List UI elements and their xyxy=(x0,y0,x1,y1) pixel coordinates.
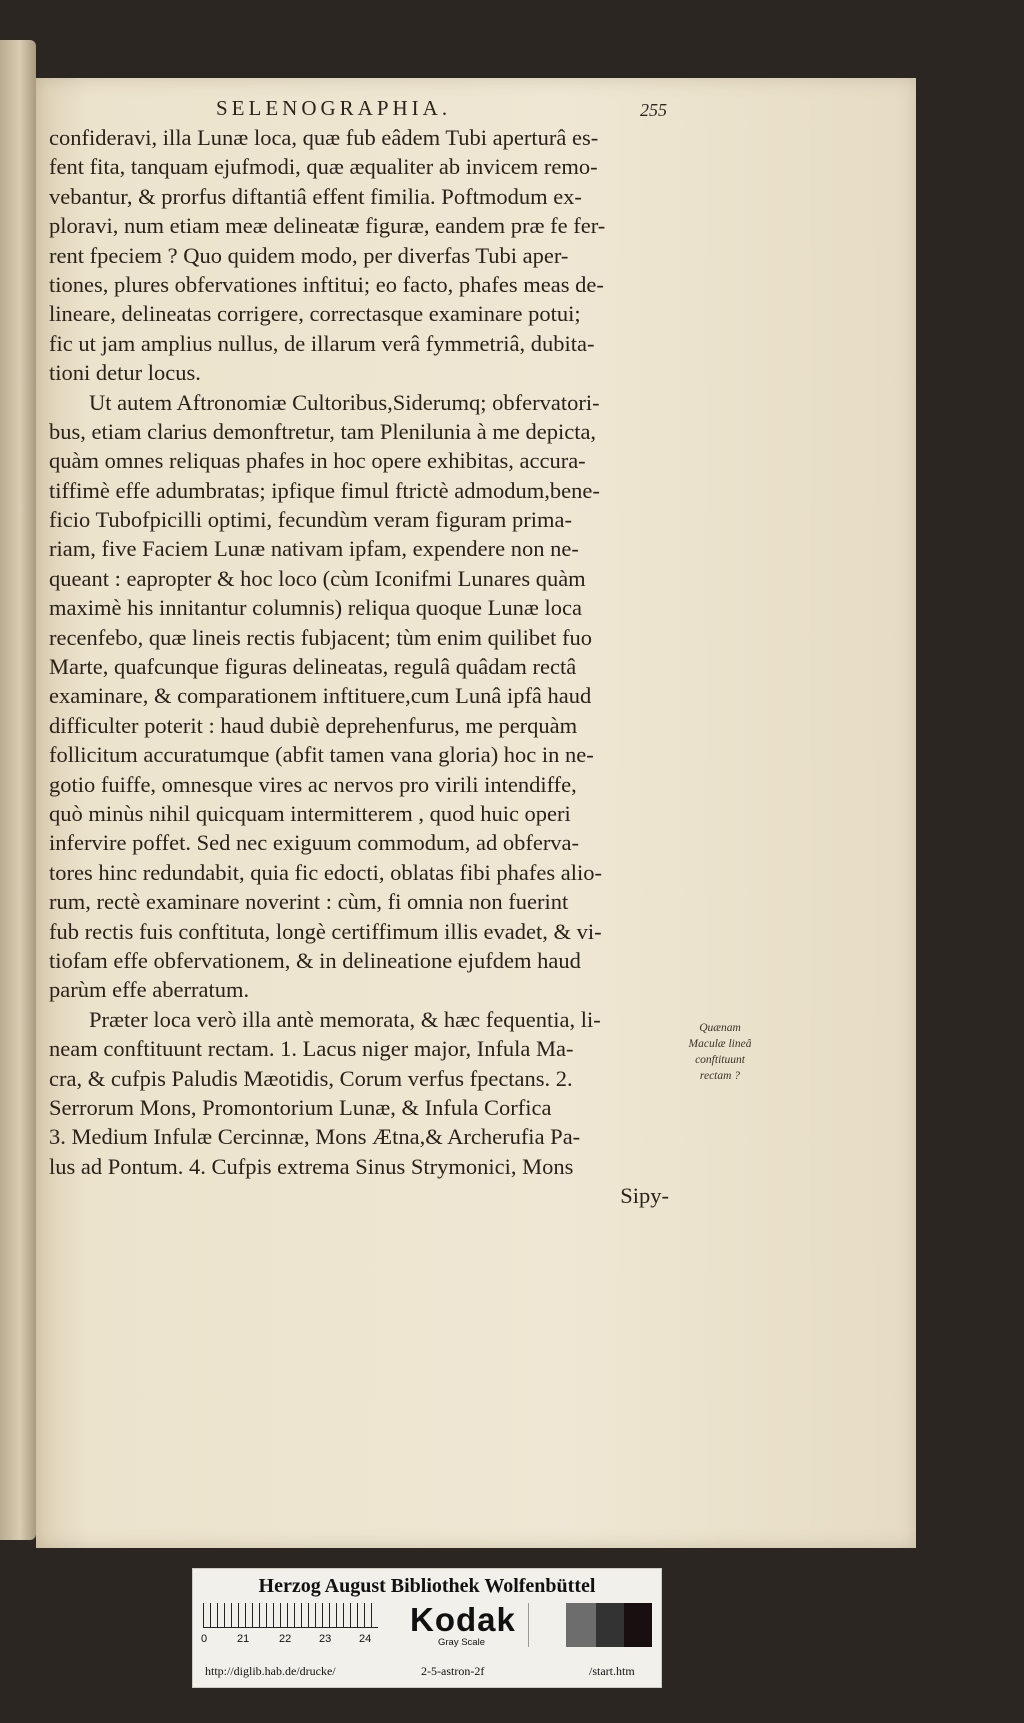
marginal-note-line: Maculæ lineâ xyxy=(688,1038,752,1050)
ruler-number: 21 xyxy=(237,1633,250,1645)
text-line: fic ut jam amplius nullus, de illarum verâ fymmetriâ, dubita- xyxy=(49,330,595,356)
previous-page-edge xyxy=(0,40,36,1540)
text-line: vebantur, & prorfus diftantiâ effent fimilia. Poftmodum ex- xyxy=(49,183,582,209)
text-line: quàm omnes reliquas phafes in hoc opere exhibitas, accura- xyxy=(49,448,586,474)
text-line: rum, rectè examinare noverint : cùm, fi omnia non fuerint xyxy=(49,889,569,915)
text-line: ploravi, num etiam meæ delineatæ figuræ, eandem præ fe fer- xyxy=(49,213,606,239)
text-line: fent fita, tanquam ejufmodi, quæ æqualiter ab invicem remo- xyxy=(49,154,598,180)
marginal-note-line: conftituunt xyxy=(695,1054,745,1066)
gray-scale-label: Gray Scale xyxy=(438,1637,485,1648)
text-line: Præter loca verò illa antè memorata, & hæc fequentia, li- xyxy=(89,1006,601,1032)
ruler-number: 23 xyxy=(319,1633,332,1645)
dark-gray-swatch xyxy=(596,1603,624,1647)
url-mid: 2-5-astron-2f xyxy=(421,1664,485,1678)
ruler-number: 0 xyxy=(201,1633,208,1645)
library-name: Herzog August Bibliothek Wolfenbüttel xyxy=(258,1575,596,1597)
text-line: tiones, plures obfervationes inftitui; eo facto, phafes meas de- xyxy=(49,271,604,297)
catchword: Sipy- xyxy=(620,1183,669,1209)
text-line: Marte, quafcunque figuras delineatas, regulâ quâdam rectâ xyxy=(49,654,577,680)
text-line: tores hinc redundabit, quia fic edocti, oblatas fibi phafes alio- xyxy=(49,859,602,885)
text-line: confideravi, illa Lunæ loca, quæ fub eâdem Tubi aperturâ es- xyxy=(49,125,599,150)
text-line: ficio Tubofpicilli optimi, fecundùm veram figuram prima- xyxy=(49,507,573,533)
text-line: tiofam effe obfervationem, & in delineatione ejufdem haud xyxy=(49,947,581,973)
text-line: examinare, & comparationem inftituere,cum Lunâ ipfâ haud xyxy=(49,683,592,709)
text-line: tiffimè effe adumbratas; ipfique fimul ftrictè admodum,bene- xyxy=(49,477,600,503)
text-line: infervire poffet. Sed nec exiguum commodum, ad obferva- xyxy=(49,830,580,856)
text-line: maximè his innitantur columnis) reliqua quoque Lunæ loca xyxy=(49,595,583,621)
url-right: /start.htm xyxy=(589,1664,635,1678)
text-line: 3. Medium Infulæ Cercinnæ, Mons Ætna,& Archerufia Pa- xyxy=(49,1124,581,1150)
marginal-note-line: rectam ? xyxy=(699,1070,741,1082)
divider xyxy=(528,1603,529,1647)
text-line: lineare, delineatas corrigere, correctasque examinare potui; xyxy=(49,301,581,327)
marginal-note xyxy=(660,1020,780,1084)
text-line: rent fpeciem ? Quo quidem modo, per diverfas Tubi aper- xyxy=(49,242,569,268)
text-line: parùm effe aberratum. xyxy=(49,977,250,1003)
marginal-note-line: Quænam xyxy=(699,1022,741,1034)
text-line: difficulter poterit : haud dubiè deprehenfurus, me perquàm xyxy=(49,712,578,738)
url-left: http://diglib.hab.de/drucke/ xyxy=(205,1664,336,1678)
ruler-number: 24 xyxy=(359,1633,372,1645)
gray-swatch xyxy=(566,1603,596,1647)
ruler-scale xyxy=(203,1603,378,1628)
text-line: follicitum accuratumque (abfit tamen vana gloria) hoc in ne- xyxy=(49,742,594,768)
kodak-logo: Kodak xyxy=(410,1601,516,1638)
text-line: queant : eapropter & hoc loco (cùm Iconifmi Lunares quàm xyxy=(49,565,586,591)
text-line: fub rectis fuis conftituta, longè certiffimum illis evadet, & vi- xyxy=(49,918,602,944)
text-line: Serrorum Mons, Promontorium Lunæ, & Infula Corfica xyxy=(49,1094,552,1120)
body-text xyxy=(49,123,669,1210)
color-calibration-target xyxy=(192,1568,662,1688)
black-swatch xyxy=(624,1603,652,1647)
text-line: bus, etiam clarius demonftretur, tam Plenilunia à me depicta, xyxy=(49,418,597,444)
text-line: Ut autem Aftronomiæ Cultoribus,Siderumq; obfervatori- xyxy=(89,389,600,415)
ruler-number: 22 xyxy=(279,1633,292,1645)
running-head: SELENOGRAPHIA. xyxy=(216,96,452,120)
page-number: 255 xyxy=(640,100,667,120)
text-line: neam conftituunt rectam. 1. Lacus niger major, Infula Ma- xyxy=(49,1036,574,1062)
text-line: lus ad Pontum. 4. Cufpis extrema Sinus Strymonici, Mons xyxy=(49,1153,574,1179)
text-line: gotio fuiffe, omnesque vires ac nervos pro virili intendiffe, xyxy=(49,771,577,797)
text-line: tioni detur locus. xyxy=(49,360,201,386)
text-line: quò minùs nihil quicquam intermitterem , quod huic operi xyxy=(49,800,571,826)
text-line: recenfebo, quæ lineis rectis fubjacent; tùm enim quilibet fuo xyxy=(49,624,592,650)
text-line: cra, & cufpis Paludis Mæotidis, Corum verfus fpectans. 2. xyxy=(49,1065,573,1091)
text-line: riam, five Faciem Lunæ nativam ipfam, expendere non ne- xyxy=(49,536,579,562)
